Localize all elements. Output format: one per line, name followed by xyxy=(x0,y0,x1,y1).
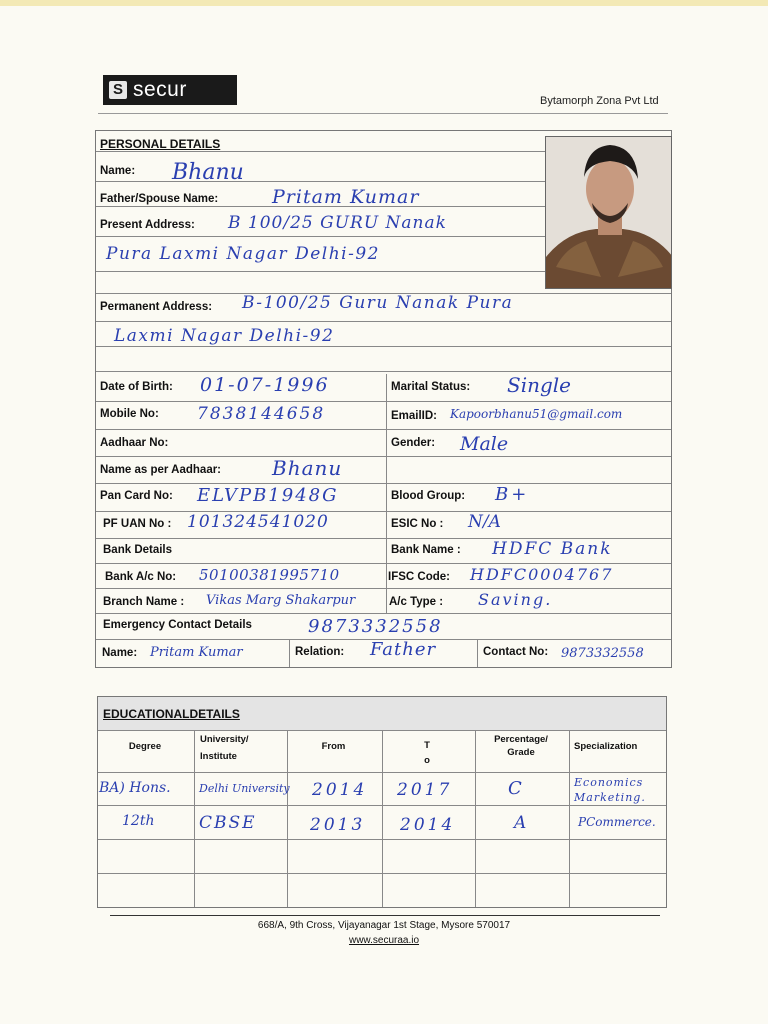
gender-label: Gender: xyxy=(391,437,436,449)
bank-name-label: Bank Name : xyxy=(391,544,461,556)
dob-value: 01-07-1996 xyxy=(200,374,330,396)
edu-row-2-university: CBSE xyxy=(199,813,257,833)
edu-row-1-from: 2014 xyxy=(312,780,368,800)
email-label: EmailID: xyxy=(391,410,438,422)
header-university-2: Institute xyxy=(200,751,237,762)
blood-group-label: Blood Group: xyxy=(391,490,466,502)
header-divider xyxy=(98,113,668,114)
permanent-address-label: Permanent Address: xyxy=(100,301,213,313)
relation-label: Relation: xyxy=(295,646,345,658)
footer-address: 668/A, 9th Cross, Vijayanagar 1st Stage, Mysore 570017 xyxy=(257,920,511,931)
mobile-label: Mobile No: xyxy=(100,408,159,420)
present-address-label: Present Address: xyxy=(100,219,195,231)
logo-text: secur xyxy=(133,78,187,101)
edu-row-1-specialization-2: Marketing. xyxy=(574,791,646,804)
permanent-address-line-1: B-100/25 Guru Nanak Pura xyxy=(242,293,514,313)
pf-uan-value: 101324541020 xyxy=(187,512,329,532)
candidate-photo xyxy=(545,136,672,289)
present-address-line-2: Pura Laxmi Nagar Delhi-92 xyxy=(106,244,380,264)
edu-row-1-grade: C xyxy=(508,778,522,799)
header-percentage-2: Grade xyxy=(507,747,535,758)
gender-value: Male xyxy=(460,433,509,455)
aadhaar-name-value: Bhanu xyxy=(272,456,343,480)
ifsc-value: HDFC0004767 xyxy=(470,565,614,584)
account-type-value: Saving. xyxy=(478,590,553,609)
header-university-1: University/ xyxy=(200,734,249,745)
pan-value: ELVPB1948G xyxy=(197,485,339,506)
branch-name-value: Vikas Marg Shakarpur xyxy=(206,593,356,608)
relation-value: Father xyxy=(370,639,437,660)
company-name: Bytamorph Zona Pvt Ltd xyxy=(540,95,659,107)
esic-value: N/A xyxy=(468,512,501,532)
permanent-address-line-2: Laxmi Nagar Delhi-92 xyxy=(114,326,335,346)
blood-group-value: B+ xyxy=(495,484,530,505)
logo-mark-icon: S xyxy=(109,81,127,99)
account-type-label: A/c Type : xyxy=(389,596,444,608)
edu-row-1-specialization-1: Economics xyxy=(574,776,644,789)
emergency-name-value: Pritam Kumar xyxy=(150,645,243,660)
page-edge xyxy=(0,0,768,6)
mobile-value: 7838144658 xyxy=(197,404,326,424)
education-details-title: EDUCATIONALDETAILS xyxy=(103,707,240,721)
name-label: Name: xyxy=(100,165,136,177)
bank-account-label: Bank A/c No: xyxy=(105,571,177,583)
person-photo-icon xyxy=(546,137,672,289)
father-name-label: Father/Spouse Name: xyxy=(100,193,219,205)
emergency-name-label: Name: xyxy=(102,647,138,659)
emergency-contact-label: Emergency Contact Details xyxy=(103,619,252,631)
contact-number-label: Contact No: xyxy=(483,646,549,658)
father-name-value: Pritam Kumar xyxy=(272,186,420,208)
pan-label: Pan Card No: xyxy=(100,490,173,502)
bank-account-value: 50100381995710 xyxy=(199,566,340,584)
ifsc-label: IFSC Code: xyxy=(388,571,450,583)
present-address-line-1: B 100/25 GURU Nanak xyxy=(228,213,447,233)
header-specialization: Specialization xyxy=(574,741,638,752)
dob-label: Date of Birth: xyxy=(100,381,173,393)
footer-website-link[interactable]: www.securaa.io xyxy=(348,935,420,946)
personal-details-title: PERSONAL DETAILS xyxy=(100,137,221,151)
bank-name-value: HDFC Bank xyxy=(492,539,613,559)
edu-row-2-grade: A xyxy=(514,813,527,833)
aadhaar-label: Aadhaar No: xyxy=(100,437,169,449)
edu-row-2-specialization-1: PCommerce. xyxy=(578,815,656,829)
header-percentage-1: Percentage/ xyxy=(494,734,548,745)
header-to-1: T xyxy=(424,740,430,751)
emergency-contact-value: 9873332558 xyxy=(308,616,443,637)
edu-row-1-to: 2017 xyxy=(397,780,453,800)
marital-status-value: Single xyxy=(507,373,572,397)
company-logo xyxy=(103,75,237,105)
edu-row-2-to: 2014 xyxy=(400,815,456,835)
edu-row-2-from: 2013 xyxy=(310,815,366,835)
contact-number-value: 9873332558 xyxy=(561,646,644,661)
branch-name-label: Branch Name : xyxy=(103,596,185,608)
bank-details-label: Bank Details xyxy=(103,544,173,556)
footer-divider xyxy=(110,915,660,916)
header-to-2: o xyxy=(424,755,430,766)
name-value: Bhanu xyxy=(172,160,244,185)
edu-row-1-university: Delhi University xyxy=(199,782,290,795)
esic-label: ESIC No : xyxy=(391,518,444,530)
header-from: From xyxy=(321,741,346,752)
header-degree: Degree xyxy=(128,741,162,752)
pf-uan-label: PF UAN No : xyxy=(103,518,172,530)
aadhaar-name-label: Name as per Aadhaar: xyxy=(100,464,222,476)
edu-row-2-degree: 12th xyxy=(122,813,155,829)
email-value: Kapoorbhanu51@gmail.com xyxy=(450,407,623,421)
marital-status-label: Marital Status: xyxy=(391,381,471,393)
edu-row-1-degree: BA) Hons. xyxy=(99,780,171,796)
